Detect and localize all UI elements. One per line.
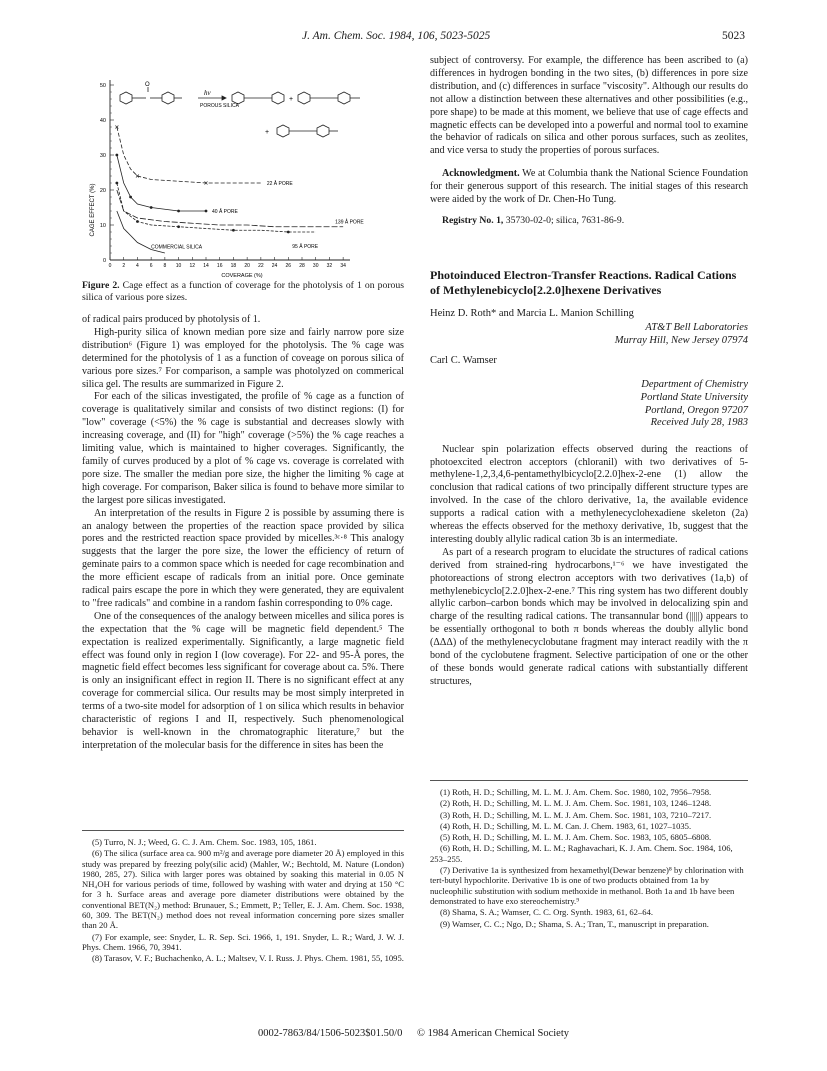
x-tick-label: 30	[312, 263, 319, 269]
x-tick-label: 10	[175, 263, 182, 269]
benzene-ring-7	[277, 125, 289, 137]
figure-caption	[82, 280, 404, 304]
abstract: Nuclear spin polarization effects observed during the reactions of photoexcited electron acceptors (chloranil) with two derivatives of 5-methylene-1,2,3,4,6-pentamethylbicyclo[2.2.0]hex-2-ene (1) allow the conclusion that radical cations of two principally different structure types are involved. In the case of the chloro derivative, 1a, the available evidence supports a radical cation with a methylenecyclohexadiene skeleton (2a) whereas the effects observed for the methoxy derivative, 1b, suggest that the interesting doubly allylic radical cation 3b is an intermediate.	[430, 443, 748, 545]
x-tick-label: 6	[149, 263, 153, 269]
registry-text: 35730-02-0; silica, 7631-86-9.	[503, 214, 625, 226]
paragraph: subject of controversy. For example, the difference has been ascribed to (a) differences in hydrogen bonding in the two sites, (b) differences in pore size distribution, and (c) differences in surface "viscosity". Although our results do not allow a distinction between these alternatives and other possibilities (e.g., pore shape) to be made at this moment, we believe that use of cage effects and magnetic effects can be developed into a powerful and normal tool to examine the behavior of radicals on silica and other porous surfaces, such as zeolites, and vice versa to study the properties of porous surfaces.	[430, 55, 748, 157]
y-tick-label: 30	[99, 153, 106, 159]
copyright: © 1984 American Chemical Society	[416, 1028, 570, 1039]
curve-label-40: 40 Å PORE	[212, 209, 238, 215]
benzene-ring-2	[162, 92, 174, 104]
x-tick-label: 22	[258, 263, 264, 269]
issn-code: 0002-7863/84/1506-5023$01.50/0	[257, 1028, 403, 1039]
footnote: (7) Derivative 1a is synthesized from hexamethyl(Dewar benzene)⁸ by chlorination with tert-butyl hypochlorite. Derivative 1b is one of two products obtained from 1a by nucleophilic substitution with sodium methoxide in methanol. Both 1a and 1b have been demonstrated to have exo stereochemistry.⁹	[430, 865, 744, 906]
data-point	[115, 182, 118, 185]
affiliation-2-line-2: Portland State University	[640, 391, 748, 403]
data-point	[177, 210, 180, 213]
curve-labels	[151, 180, 364, 251]
right-column	[430, 55, 748, 689]
paragraph: One of the consequences of the analogy between micelles and silica pores is the expectation that the % cage will be magnetic field dependent.⁵ The expectation is realized experimentally. Significantly, a large magnetic field effect was found only in region I (low coverage). For 22- and 95-Å pores, the magnetic field effect becomes less significant for coverage about ca. 5%. There is only an insignificant effect in region II. There is no significant effect at any coverage for commercial silica. Our results may be most simply interpreted in terms of a two-site model for adsorption of 1 on silica which results in behavior characteristic of regions I and II, respectively. Such phenomenological behavior is well-known in the chromatographic literature,⁷ but the interpretation of the molecular basis for the difference in sites has been the	[82, 610, 404, 751]
footnote: (6) Roth, H. D.; Schilling, M. L. M.; Raghavachari, K. J. Am. Chem. Soc. 1984, 106, 253–255.	[430, 843, 733, 864]
x-tick-label: 8	[163, 263, 167, 269]
footnote: (5) Roth, H. D.; Schilling, M. L. M. J. Am. Chem. Soc. 1983, 105, 6805–6808.	[440, 832, 712, 843]
footnote: (3) Roth, H. D.; Schilling, M. L. M. J. Am. Chem. Soc. 1981, 103, 7210–7217.	[440, 809, 712, 820]
reaction-scheme	[120, 87, 360, 137]
affiliation-1-line-1: AT&T Bell Laboratories	[645, 321, 748, 333]
x-tick-label: 4	[136, 263, 139, 269]
registry-label: Registry No. 1,	[442, 214, 504, 226]
article-title: Photoinduced Electron-Transfer Reactions. Radical Cations of Methylenebicyclo[2.2.0]hexene Derivatives	[430, 267, 737, 297]
y-tick-label: 50	[99, 83, 106, 89]
benzene-ring-1	[120, 92, 132, 104]
journal-citation: J. Am. Chem. Soc. 1984, 106, 5023-5025	[302, 30, 491, 42]
plus-sign-1: +	[289, 96, 294, 103]
curve-label-139: 139 Å PORE	[335, 219, 364, 226]
registry-numbers	[430, 215, 748, 228]
data-point	[115, 154, 118, 157]
data-point	[205, 210, 208, 213]
paragraph: For each of the silicas investigated, the profile of % cage as a function of coverage is qualitatively similar and consists of two distinct regions: (I) for "low" coverage (<5%) the % cage is substantial and decreases slowly with increasing coverage, and (II) for "high" coverage (>5%) the % cage reaches a limiting value, which is maintained to higher coverages. Significantly, the family of curves produced by a plot of % cage vs. coverage is correlated with pore size. The smaller the median pore size, the higher the limiting % cage at high coverage. For comparison, Baker silica is found to behave more similar to the largest pore silicas investigated.	[82, 391, 404, 506]
affiliation-1-line-2: Murray Hill, New Jersey 07974	[614, 334, 748, 346]
footnote: (5) Turro, N. J.; Weed, G. C. J. Am. Chem. Soc. 1983, 105, 1861.	[92, 837, 317, 847]
data-point	[232, 229, 235, 232]
left-column	[82, 55, 404, 753]
x-tick-label: 28	[299, 263, 305, 269]
caption-label: Figure 2.	[82, 280, 120, 291]
y-tick-label: 10	[99, 223, 106, 229]
benzene-ring-4	[272, 92, 284, 104]
arrow-head	[222, 96, 226, 100]
footnotes-left	[82, 830, 404, 965]
plus-sign-2: +	[265, 129, 270, 136]
porous-silica-label: POROUS SILICA	[200, 103, 239, 109]
footnote: (1) Roth, H. D.; Schilling, M. L. M. J. Am. Chem. Soc. 1980, 102, 7956–7958.	[440, 787, 712, 797]
footnote: (8) Shama, S. A.; Wamser, C. C. Org. Synth. 1983, 61, 62–64.	[440, 907, 654, 918]
curve-label-22: 22 Å PORE	[266, 181, 293, 187]
benzene-ring-5	[298, 92, 310, 104]
paragraph: High-purity silica of known median pore size and fairly narrow pore size distribution⁶ (Figure 1) was employed for the photolysis. The % cage was determined for the photolysis of 1 as a function of coveage on porous silica of various pore sizes.⁷ For comparison, a sample was photolyzed on commerical silica gel. The results are summarized in Figure 2.	[82, 326, 404, 390]
data-point	[129, 196, 132, 199]
chart-series	[115, 126, 343, 254]
footnote: (4) Roth, H. D.; Schilling, M. L. M. Can. J. Chem. 1983, 61, 1027–1035.	[440, 820, 692, 831]
x-tick-label: 2	[122, 263, 126, 269]
affiliation-2-line-3: Portland, Oregon 97207	[644, 404, 748, 416]
x-tick-label: 12	[189, 263, 196, 269]
x-tick-label: 32	[326, 263, 333, 269]
benzene-ring-8	[317, 125, 329, 137]
footnote: (9) Wamser, C. C.; Ngo, D.; Shama, S. A.; Tran, T., manuscript in preparation.	[440, 918, 709, 929]
footnote: (2) Roth, H. D.; Schilling, M. L. M. J. Am. Chem. Soc. 1981, 103, 1246–1248.	[440, 798, 712, 809]
received-date: Received July 28, 1983	[650, 416, 748, 428]
ack-label: Acknowledgment.	[442, 168, 520, 180]
series-line-1	[117, 155, 206, 211]
y-tick-label: 40	[99, 118, 106, 124]
curve-label-commercial: COMMERCIAL SILICA	[151, 244, 203, 251]
footnote: (6) The silica (surface area ca. 900 m²/g and average pore diameter 20 Å) employed in this study was prepared by freezing poly(silic acid) (Mahler, W.; Bechtold, M. Nature (London) 1980, 285, 27). Silica with larger pores was obtained by soaking this material in 0.05 N NH₄OH for various periods of time, followed by washing with water and drying at 150 °C for 3 h. Surface areas and average pore diameter distributions were obtained by the conventional BET(N₂) method: Brunauer, S.; Emmett, P.; Teller, E. J. Am. Chem. Soc. 1938, 60, 309. The BET(N₂) method does not reveal information concerning pore sizes smaller than 20 Å.	[82, 848, 404, 931]
acknowledgment	[430, 168, 748, 207]
authors: Heinz D. Roth* and Marcia L. Manion Schilling	[430, 307, 634, 319]
author-2: Carl C. Wamser	[430, 354, 497, 366]
data-point	[150, 206, 153, 209]
cage-effect-chart	[82, 55, 404, 280]
caption-text: Cage effect as a function of coverage for the photolysis of 1 on porous silica of various pore sizes.	[82, 280, 405, 303]
x-tick-label: 14	[203, 263, 209, 269]
x-tick-label: 20	[244, 263, 250, 269]
footnote: (7) For example, see: Snyder, L. R. Sep. Sci. 1966, 1, 191. Snyder, L. R.; Ward, J. W. J. Phys. Chem. 1966, 70, 3941.	[82, 931, 404, 952]
x-tick-label: 26	[285, 263, 292, 269]
footnotes-right	[430, 780, 748, 930]
x-tick-label: 34	[340, 263, 346, 269]
y-tick-label: 0	[102, 258, 106, 264]
x-tick-label: 16	[216, 263, 223, 269]
x-tick-label: 0	[108, 263, 112, 269]
curve-label-95: 95 Å PORE	[292, 244, 319, 250]
y-axis-label: CAGE EFFECT (%)	[90, 183, 96, 237]
page-footer	[0, 1028, 827, 1039]
running-header	[0, 30, 827, 46]
ack-text: We at Columbia thank the National Science Foundation for their generous support of this research. The initial stages of this research were aided by the work of Dr. Chen-Ho Tung.	[430, 168, 748, 206]
data-point	[177, 225, 180, 228]
data-point	[136, 220, 139, 223]
footnote: (8) Tarasov, V. F.; Buchachenko, A. L.; Maltsev, V. I. Russ. J. Phys. Chem. 1981, 55, 1095.	[92, 953, 404, 964]
benzene-ring-6	[338, 92, 350, 104]
x-tick-label: 18	[230, 263, 237, 269]
x-tick-label: 24	[271, 263, 278, 269]
paragraph: An interpretation of the results in Figure 2 is possible by assuming there is an analogy between the properties of the reaction space provided by silica pores and the restricted reaction space provided by micelles.³ᶜ·⁸ This analogy suggests that the larger the pore size, the lower the efficiency of return of geminate pairs to a common space which is needed for cage recombination and the more efficient escape of radicals from an initial pore. Once geminate radical pairs escape the pore in which they were generated, they are equivalent to "free radicals" and combine in a random fashin corresponding to 0% cage.	[82, 507, 404, 609]
data-point	[287, 231, 290, 234]
paragraph: As part of a research program to elucidate the structures of radical cations derived from strained-ring hydrocarbons,¹⁻⁶ we have investigated the photoreactions of strong electron acceptors with two derivatives (1a,b) of methylenebicyclo[2.2.0]hex-2-ene.⁷ This ring system has two different doubly allylic carbon–carbon bonds which may be involved in delocalizing spin and charge of the resulting radical cations. The transannular bond (|||||) appears to be essentially orthogonal to both π bonds whereas the doubly allylic bond (ΔΔΔ) of the methylenecyclobutane fragment may interact readily with the π bond of the cyclobutene fragment. Selective participation of one or the other of these bonds would generate radical cations with substantially different structures,	[430, 546, 748, 687]
paragraph: of radical pairs produced by photolysis of 1.	[82, 314, 261, 325]
hv-label: hν	[204, 89, 211, 97]
figure-2	[82, 55, 404, 280]
y-tick-label: 20	[99, 188, 106, 194]
affiliation-2-line-1: Department of Chemistry	[641, 378, 748, 390]
x-axis-label: COVERAGE (%)	[221, 273, 263, 279]
page-number: 5023	[722, 30, 745, 42]
carbonyl-o-label: O	[145, 82, 150, 88]
